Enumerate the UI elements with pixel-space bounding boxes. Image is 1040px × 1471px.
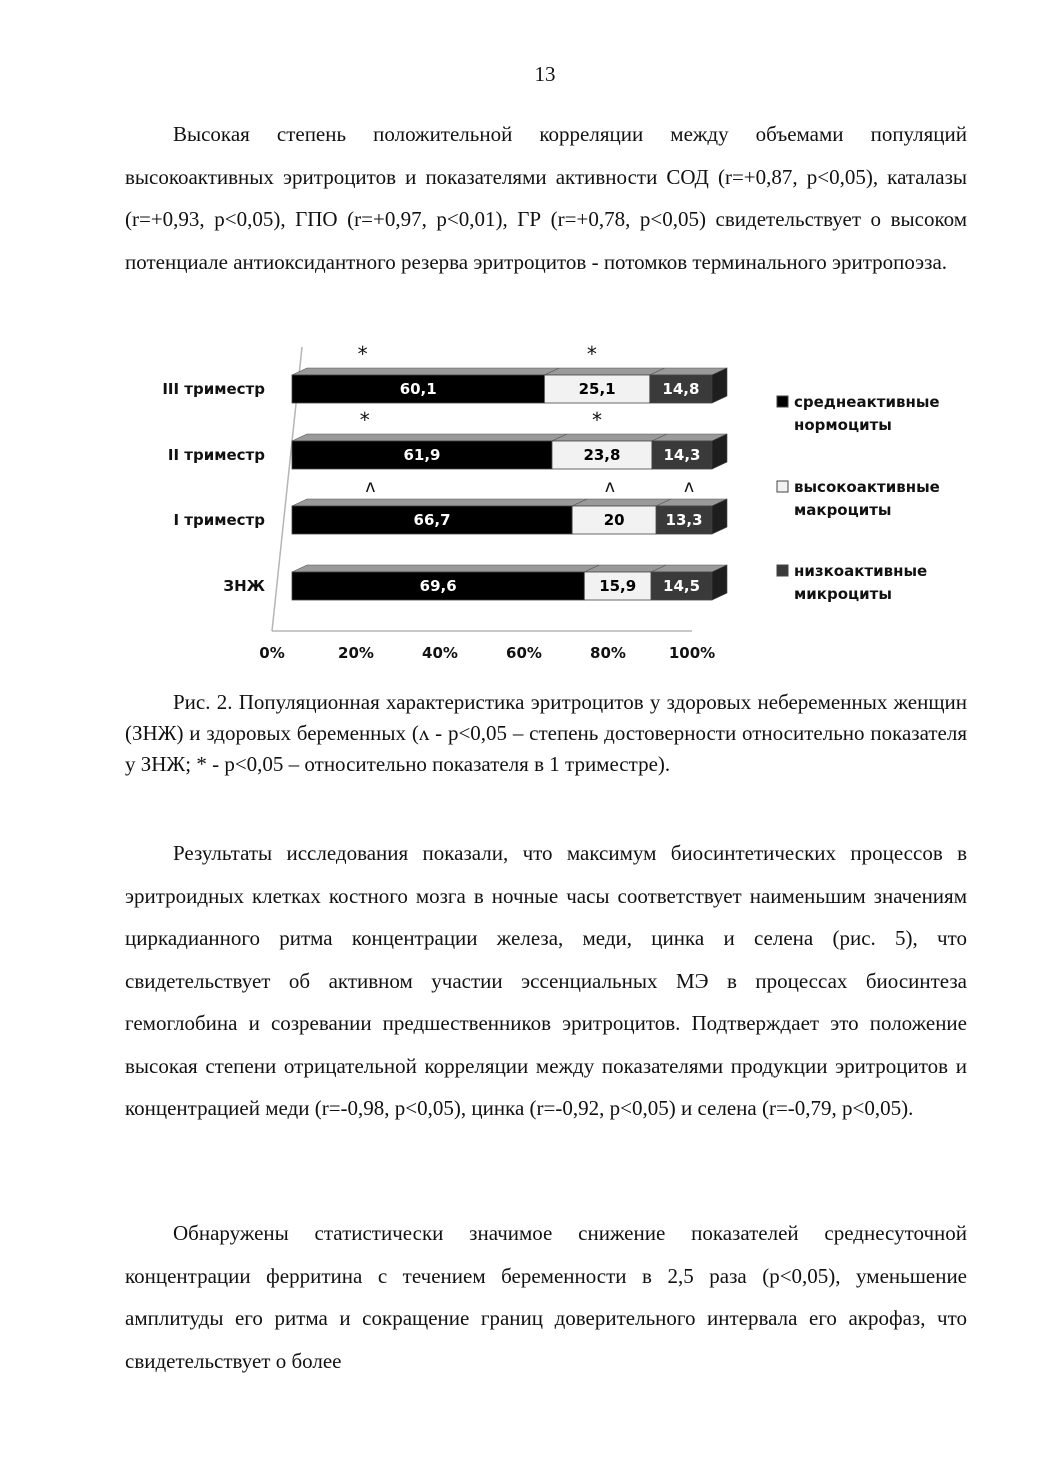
x-tick-label: 100% xyxy=(668,644,716,662)
category-label: II триместр xyxy=(167,446,265,464)
bar-value-label: 14,3 xyxy=(663,446,701,464)
x-tick-label: 20% xyxy=(338,644,374,662)
category-label: ЗНЖ xyxy=(223,577,265,595)
legend-swatch xyxy=(777,396,788,407)
paragraph-2: Результаты исследования показали, что максимум биосинтетических процессов в эритроидных клетках костного мозга в ночные часы соответствует наименьшим значениям циркадианного ритма концентрации железа, меди, цинка и селена (рис. 5), что свидетельствует об активном участии эссенциальных МЭ в процессах биосинтеза гемоглобина и созревании предшественников эритроцитов. Подтверждает это положение высокая степени отрицательной корреляции между показателями продукции эритроцитов и концентрацией меди (r=-0,98, p<0,05), цинка (r=-0,92, p<0,05) и селена (r=-0,79, p<0,05). xyxy=(125,841,967,1120)
legend-label: микроциты xyxy=(794,585,892,603)
bar-value-label: 13,3 xyxy=(665,511,703,529)
bar-value-label: 20 xyxy=(603,511,625,529)
bar-value-label: 60,1 xyxy=(399,380,437,398)
bar-value-label: 61,9 xyxy=(403,446,441,464)
population-chart xyxy=(0,335,1040,675)
bar-segment-top xyxy=(292,368,559,375)
legend-swatch xyxy=(777,565,788,576)
legend-label: нормоциты xyxy=(794,416,892,434)
page-number: 13 xyxy=(534,62,556,86)
bar-segment-top xyxy=(544,368,664,375)
category-label: I триместр xyxy=(173,511,265,529)
bar-segment-top xyxy=(292,499,587,506)
bar-segment-top xyxy=(552,434,667,441)
legend-label: среднеактивные xyxy=(794,393,940,411)
bar-segment-top xyxy=(292,565,599,572)
paragraph-1: Высокая степень положительной корреляции между объемами популяций высокоактивных эритроцитов и показателями активности СОД (r=+0,87, p<0,05), каталазы (r=+0,93, p<0,05), ГПО (r=+0,97, p<0,01), ГР (r=+0,78, p<0,05) свидетельствует о высоком потенциале антиоксидантного резерва эритроцитов - потомков терминального эритропоэза. xyxy=(125,122,967,274)
bar-value-label: 14,8 xyxy=(662,380,700,398)
bar-value-label: 23,8 xyxy=(583,446,621,464)
category-label: III триместр xyxy=(162,380,265,398)
bar-segment-top xyxy=(572,499,671,506)
significance-marker: ʌ xyxy=(604,477,615,497)
bar-value-label: 14,5 xyxy=(663,577,701,595)
significance-marker: * xyxy=(591,408,602,432)
significance-marker: * xyxy=(586,342,597,366)
x-tick-label: 80% xyxy=(590,644,626,662)
x-tick-label: 60% xyxy=(506,644,542,662)
bar-value-label: 25,1 xyxy=(578,380,616,398)
legend-label: низкоактивные xyxy=(794,562,928,580)
legend-label: макроциты xyxy=(794,501,892,519)
significance-marker: * xyxy=(357,342,368,366)
paragraph-3: Обнаружены статистически значимое снижение показателей среднесуточной концентрации ферритина с течением беременности в 2,5 раза (p<0,05), уменьшение амплитуды его ритма и сокращение границ доверительного интервала его акрофаз, что свидетельствует о более xyxy=(125,1221,967,1373)
figure-caption: Рис. 2. Популяционная характеристика эритроцитов у здоровых небеременных женщин (ЗНЖ) и здоровых беременных (ʌ - p<0,05 – степень достоверности относительно показателя у ЗНЖ; * - p<0,05 – относительно показателя в 1 триместре). xyxy=(125,690,967,776)
significance-marker: * xyxy=(359,408,370,432)
legend-label: высокоактивные xyxy=(794,478,940,496)
legend-swatch xyxy=(777,481,788,492)
significance-marker: ʌ xyxy=(684,477,695,497)
bar-value-label: 66,7 xyxy=(413,511,451,529)
bar-segment-top xyxy=(292,434,567,441)
bar-value-label: 69,6 xyxy=(419,577,457,595)
significance-marker: ʌ xyxy=(365,477,376,497)
x-tick-label: 0% xyxy=(259,644,285,662)
bar-value-label: 15,9 xyxy=(599,577,637,595)
x-tick-label: 40% xyxy=(422,644,458,662)
